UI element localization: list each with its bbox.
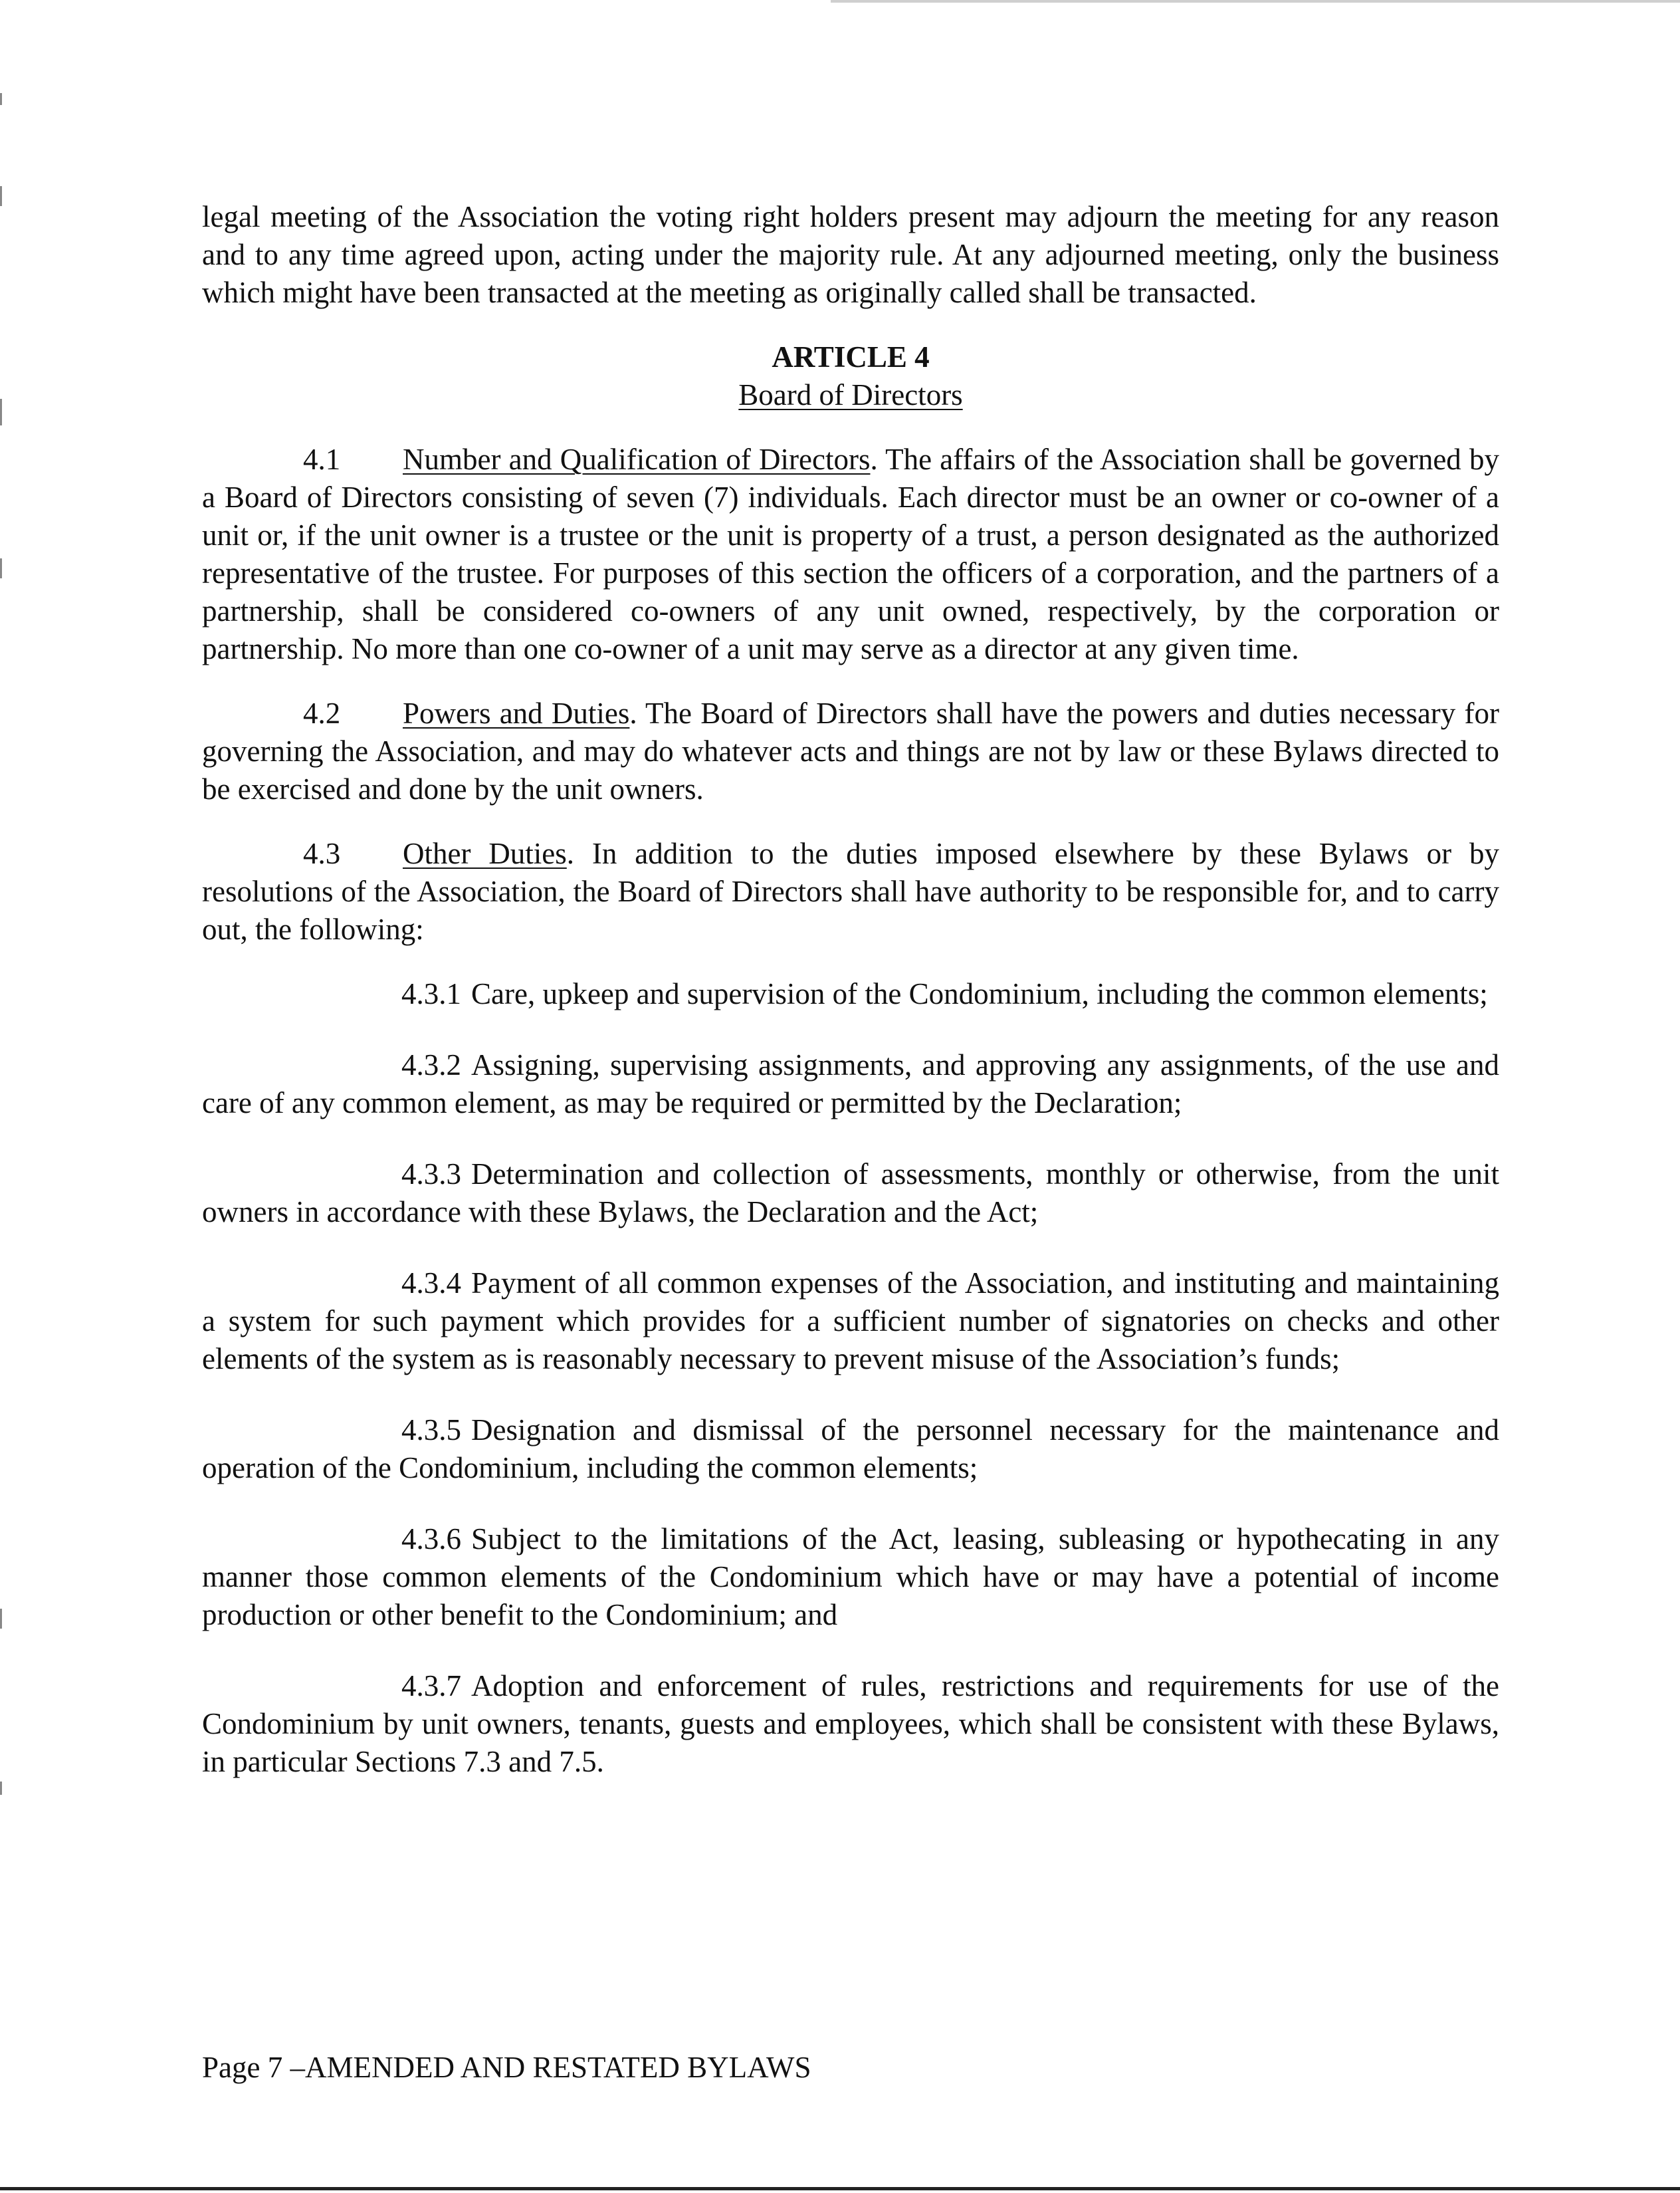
- subsection-number: 4.3.5: [401, 1413, 461, 1446]
- scan-edge-mark: [0, 558, 2, 578]
- section-heading: Other Duties: [403, 837, 567, 870]
- subsection-text: Payment of all common expenses of the Association, and instituting and maintaining a system for such payment which provides for a sufficient number of signatories on checks and other elements of the system as is reasonably necessary to prevent misuse of the Association’s funds;: [202, 1266, 1499, 1375]
- subsection-text: Subject to the limitations of the Act, leasing, subleasing or hypothecating in any manner those common elements of the Condominium which have or may have a potential of income production or other benefit to the Condominium; and: [202, 1522, 1499, 1631]
- subsection-text: Assigning, supervising assignments, and approving any assignments, of the use and care of any common element, as may be required or permitted by the Declaration;: [202, 1048, 1499, 1119]
- section-heading: Powers and Duties: [403, 697, 630, 730]
- article-subtitle: Board of Directors: [738, 378, 963, 411]
- scan-edge-mark: [0, 93, 2, 105]
- scan-edge-mark: [0, 399, 2, 425]
- article-title: ARTICLE 4: [772, 340, 930, 374]
- section-4-2: [202, 695, 1499, 808]
- subsection-4-3-6: [202, 1520, 1499, 1634]
- document-body: [202, 198, 1499, 1814]
- section-text: . The affairs of the Association shall be governed by a Board of Directors consisting of seven (7) individuals. Each director must be an owner or co-owner of a unit or, if the unit owner is a trustee or the unit is property of a trust, a person designated as the authorized representative of the trustee. For purposes of this section the officers of a corporation, and the partners of a partnership, shall be considered co-owners of any unit owned, respectively, by the corporation or partnership. No more than one co-owner of a unit may serve as a director at any given time.: [202, 443, 1499, 665]
- subsection-text: Care, upkeep and supervision of the Condominium, including the common elements;: [471, 977, 1488, 1010]
- subsection-number: 4.3.2: [401, 1048, 461, 1082]
- section-text: . In addition to the duties imposed elsewhere by these Bylaws or by resolutions of the Association, the Board of Directors shall have authority to be responsible for, and to carry out, the following:: [202, 837, 1499, 946]
- subsection-4-3-4: [202, 1264, 1499, 1378]
- subsection-text: Determination and collection of assessments, monthly or otherwise, from the unit owners in accordance with these Bylaws, the Declaration and the Act;: [202, 1157, 1499, 1228]
- subsection-text: Adoption and enforcement of rules, restrictions and requirements for use of the Condominium by unit owners, tenants, guests and employees, which shall be consistent with these Bylaws, in particular Sections 7.3 and 7.5.: [202, 1669, 1499, 1778]
- section-4-1: [202, 441, 1499, 668]
- subsection-number: 4.3.1: [401, 977, 461, 1010]
- scan-edge-mark: [0, 186, 2, 206]
- intro-paragraph: legal meeting of the Association the voting right holders present may adjourn the meeting for any reason and to any time agreed upon, acting under the majority rule. At any adjourned meeting, only the business which might have been transacted at the meeting as originally called shall be transacted.: [202, 200, 1499, 309]
- subsection-4-3-7: [202, 1667, 1499, 1781]
- page-footer: Page 7 –AMENDED AND RESTATED BYLAWS: [202, 2051, 811, 2084]
- section-text: . The Board of Directors shall have the powers and duties necessary for governing the Association, and may do whatever acts and things are not by law or these Bylaws directed to be exercised and done by the unit owners.: [202, 697, 1499, 806]
- section-number: 4.3: [303, 837, 341, 870]
- subsection-text: Designation and dismissal of the personnel necessary for the maintenance and operation of the Condominium, including the common elements;: [202, 1413, 1499, 1484]
- subsection-number: 4.3.3: [401, 1157, 461, 1191]
- subsection-number: 4.3.7: [401, 1669, 461, 1702]
- subsection-number: 4.3.6: [401, 1522, 461, 1556]
- subsection-4-3-2: [202, 1046, 1499, 1122]
- subsection-number: 4.3.4: [401, 1266, 461, 1300]
- subsection-4-3-1: [202, 975, 1499, 1013]
- scan-top-rule: [831, 0, 1680, 3]
- section-4-3: [202, 835, 1499, 949]
- scan-bottom-rule: [0, 2187, 1680, 2190]
- subsection-4-3-5: [202, 1411, 1499, 1487]
- subsection-4-3-3: [202, 1155, 1499, 1231]
- section-number: 4.1: [303, 443, 341, 476]
- section-heading: Number and Qualification of Directors: [403, 443, 871, 476]
- section-number: 4.2: [303, 697, 341, 730]
- scan-edge-mark: [0, 1782, 2, 1795]
- scan-edge-mark: [0, 1609, 2, 1629]
